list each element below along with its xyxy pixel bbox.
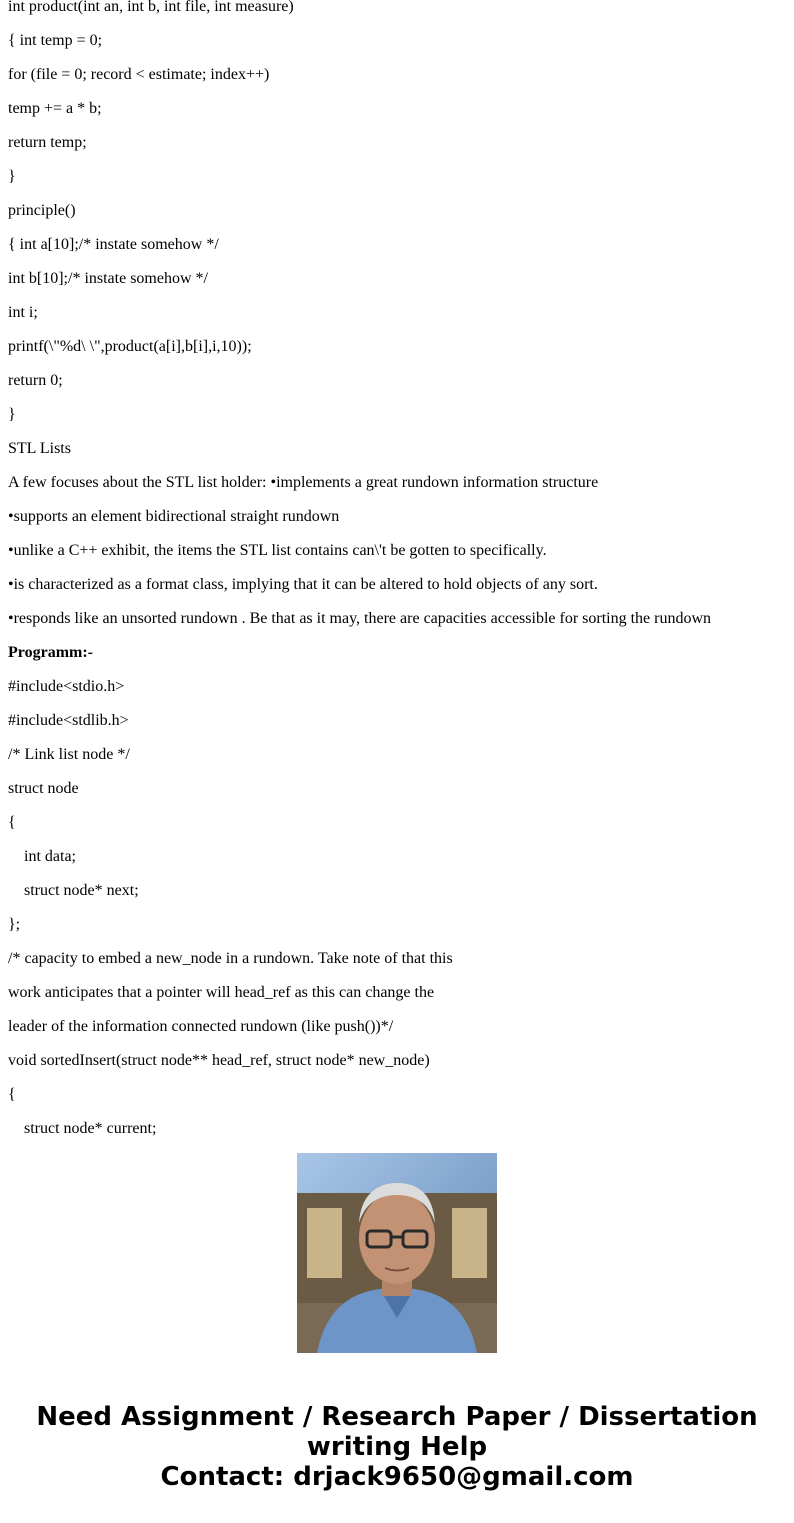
text-line: struct node* current; [8, 1120, 157, 1137]
text-line: STL Lists [8, 440, 71, 457]
text-line: struct node* next; [8, 882, 139, 899]
text-line: printf(\"%d\ \",product(a[i],b[i],i,10)); [8, 338, 252, 355]
text-line: void sortedInsert(struct node** head_ref, struct node* new_node) [8, 1052, 430, 1069]
text-line: int i; [8, 304, 38, 321]
text-line: return 0; [8, 372, 63, 389]
text-line: } [8, 406, 16, 423]
text-line: { [8, 814, 16, 831]
text-line: leader of the information connected rundown (like push())*/ [8, 1018, 394, 1035]
document-body [8, 0, 788, 1137]
text-line: work anticipates that a pointer will head_ref as this can change the [8, 984, 435, 1001]
promo-line-2: writing Help [306, 1432, 488, 1462]
text-line: int product(int an, int b, int file, int measure) [8, 0, 294, 15]
text-line: #include<stdio.h> [8, 678, 125, 695]
text-line: int data; [8, 848, 76, 865]
text-line: { [8, 1086, 16, 1103]
author-avatar [297, 1153, 497, 1353]
promo-contact[interactable]: Contact: drjack9650@gmail.com [160, 1462, 634, 1492]
text-line: }; [8, 916, 21, 933]
text-line: temp += a * b; [8, 100, 102, 117]
section-heading: Programm:- [8, 644, 93, 661]
text-line: •is characterized as a format class, implying that it can be altered to hold objects of any sort. [8, 576, 598, 593]
text-line: for (file = 0; record < estimate; index++) [8, 66, 270, 83]
text-line: /* Link list node */ [8, 746, 130, 763]
text-line: { int a[10];/* instate somehow */ [8, 236, 219, 253]
text-line: •supports an element bidirectional straight rundown [8, 508, 340, 525]
text-line: #include<stdlib.h> [8, 712, 129, 729]
text-line: { int temp = 0; [8, 32, 103, 49]
promo-banner [0, 1402, 794, 1492]
text-line: •responds like an unsorted rundown . Be that as it may, there are capacities accessible for sorting the rundown [8, 610, 712, 627]
text-line: •unlike a C++ exhibit, the items the STL list contains can\'t be gotten to specifically. [8, 542, 547, 559]
promo-line-1: Need Assignment / Research Paper / Dissertation [36, 1402, 758, 1432]
text-line: struct node [8, 780, 79, 797]
text-line: principle() [8, 202, 76, 219]
text-line: } [8, 168, 16, 185]
avatar-photo-icon [297, 1153, 497, 1353]
text-line: /* capacity to embed a new_node in a rundown. Take note of that this [8, 950, 453, 967]
text-line: int b[10];/* instate somehow */ [8, 270, 208, 287]
text-line: return temp; [8, 134, 87, 151]
text-line: A few focuses about the STL list holder: •implements a great rundown information structure [8, 474, 599, 491]
